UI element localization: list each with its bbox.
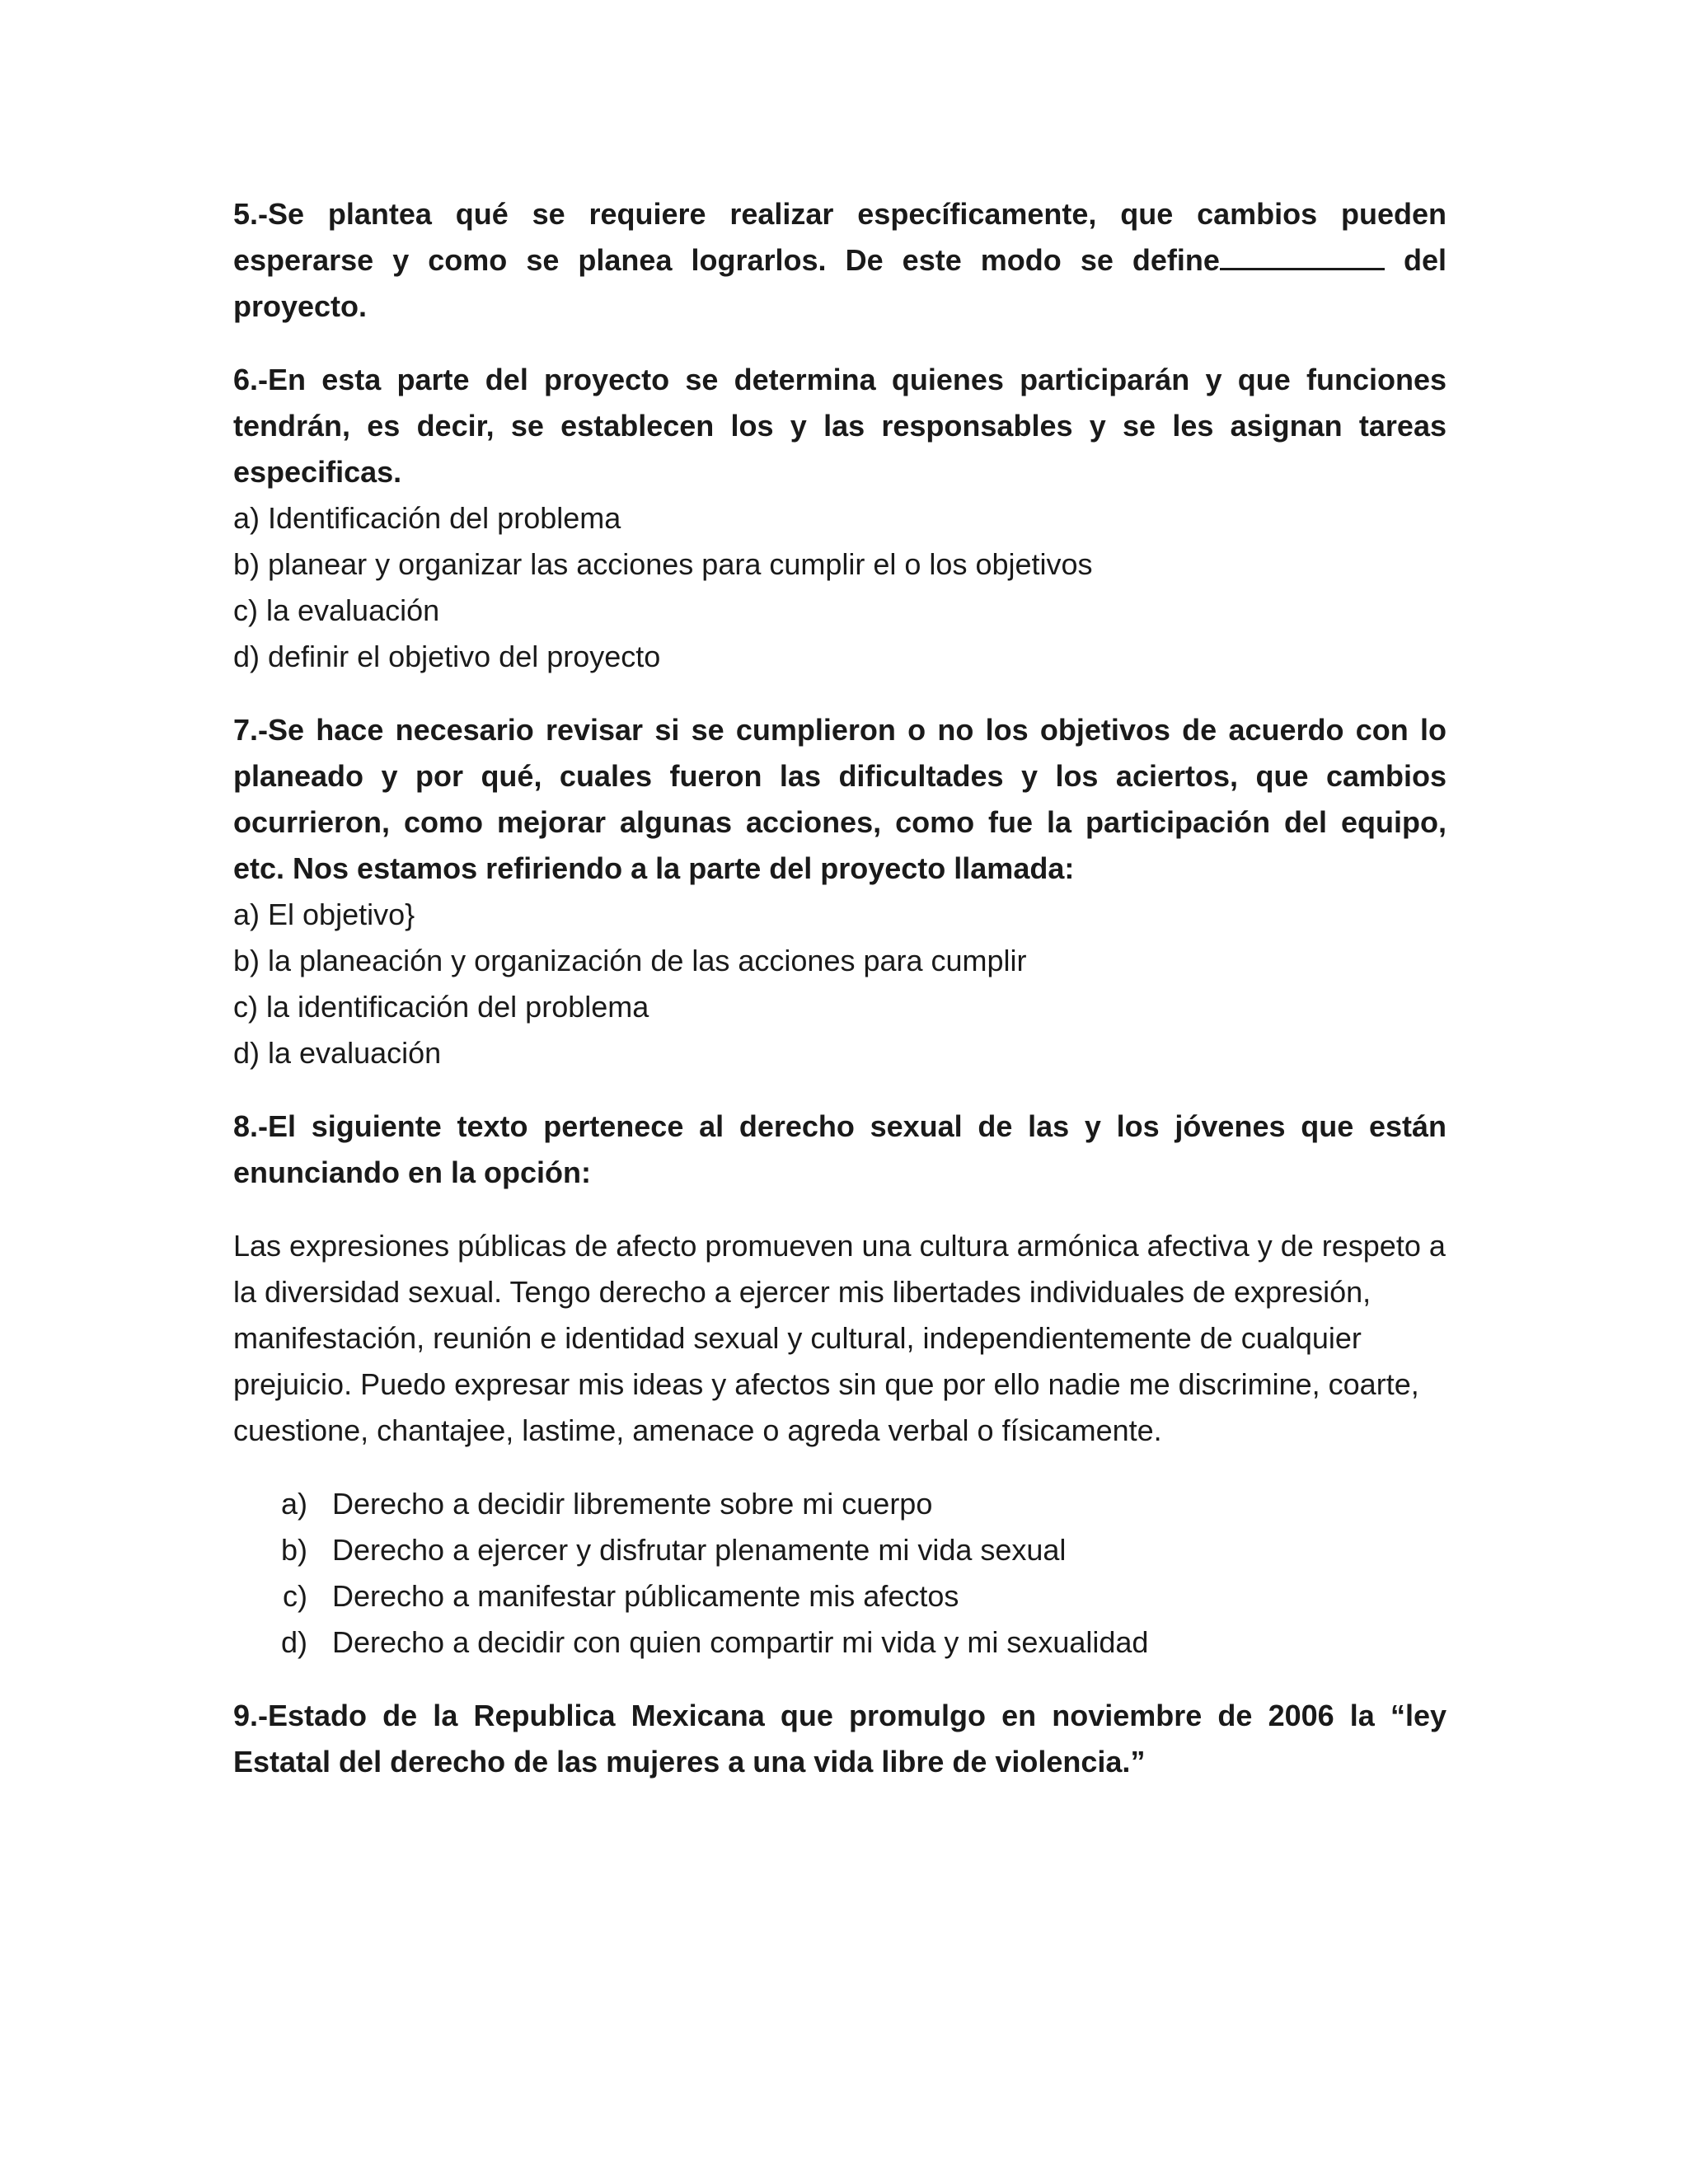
q8-option-c <box>233 1573 1447 1619</box>
option-text: Derecho a decidir con quien compartir mi vida y mi sexualidad <box>332 1625 1149 1659</box>
option-letter: d) <box>280 1625 307 1659</box>
question-7: 7.-Se hace necesario revisar si se cumplieron o no los objetivos de acuerdo con lo planeado y por qué, cuales fueron las dificultades y los aciertos, que cambios ocurrieron, como mejorar algunas acciones, como fue la participación del equipo, etc. Nos estamos refiriendo a la parte del proyecto llamada: <box>233 713 1447 885</box>
option-text: Derecho a decidir libremente sobre mi cuerpo <box>332 1487 933 1521</box>
question-5 <box>233 191 1447 330</box>
q7-option-d: d) la evaluación <box>233 1036 442 1070</box>
option-letter: a) <box>280 1487 307 1521</box>
answer-blank <box>1220 243 1385 270</box>
question-8: 8.-El siguiente texto pertenece al derecho sexual de las y los jóvenes que están enunciando en la opción: <box>233 1109 1447 1189</box>
q7-option-a: a) El objetivo} <box>233 898 415 931</box>
q8-option-d <box>233 1619 1447 1666</box>
q8-option-a <box>233 1481 1447 1527</box>
option-letter: b) <box>280 1533 307 1567</box>
q6-option-d: d) definir el objetivo del proyecto <box>233 640 661 673</box>
option-text: Derecho a ejercer y disfrutar plenamente mi vida sexual <box>332 1533 1067 1567</box>
q6-option-a: a) Identificación del problema <box>233 501 621 535</box>
question-5-text: 5.-Se plantea qué se requiere realizar específicamente, que cambios pueden esperarse y como se planea lograrlos. De este modo se define <box>233 197 1447 277</box>
q6-option-b: b) planear y organizar las acciones para cumplir el o los objetivos <box>233 547 1093 581</box>
q8-options-list <box>233 1481 1447 1666</box>
option-letter: c) <box>283 1579 307 1613</box>
q7-option-c: c) la identificación del problema <box>233 990 649 1024</box>
option-text: Derecho a manifestar públicamente mis afectos <box>332 1579 959 1613</box>
q8-option-b <box>233 1527 1447 1573</box>
question-9: 9.-Estado de la Republica Mexicana que promulgo en noviembre de 2006 la “ley Estatal del derecho de las mujeres a una vida libre de violencia.” <box>233 1699 1447 1779</box>
question-6: 6.-En esta parte del proyecto se determina quienes participarán y que funciones tendrán, es decir, se establecen los y las responsables y se les asignan tareas especificas. <box>233 363 1447 489</box>
document-page <box>233 191 1447 1785</box>
q6-option-c: c) la evaluación <box>233 593 440 627</box>
q7-option-b: b) la planeación y organización de las acciones para cumplir <box>233 944 1027 977</box>
question-5-text-end: del proyecto. <box>233 243 1447 323</box>
q8-passage: Las expresiones públicas de afecto promueven una cultura armónica afectiva y de respeto a la diversidad sexual. Tengo derecho a ejercer mis libertades individuales de expresión, manifestación, reunión e identidad sexual y cultural, independientemente de cualquier prejuicio. Puedo expresar mis ideas y afectos sin que por ello nadie me discrimine, coarte, cuestione, chantajee, lastime, amenace o agreda verbal o físicamente. <box>233 1229 1446 1447</box>
